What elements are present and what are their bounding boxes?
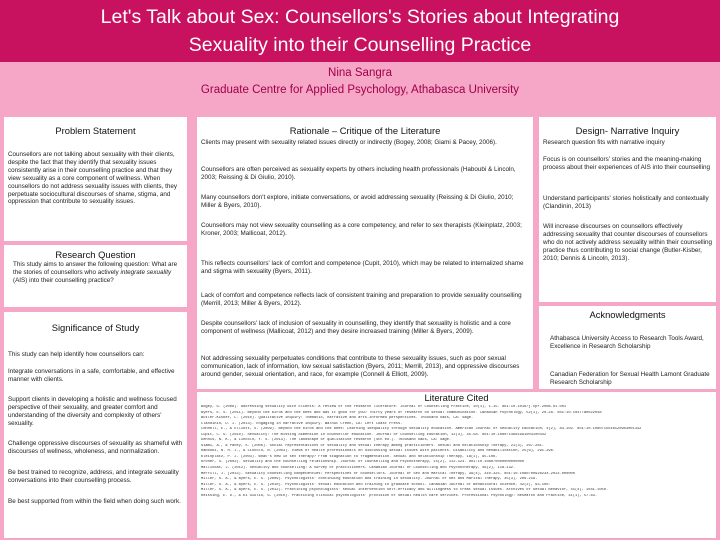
rationale-point-4: Counsellors may not view sexuality counselling as a core competency, and refer to sex therapists (Kleinplatz, 2003; Kroner, 2003; Mallicoat, 2012). bbox=[201, 222, 522, 237]
reference-item: Cupit, C. G. (2010). Sexuality: The missing dimension in counsellor education. Journal of Counselling Education, 12(3), 45-58. doi:10.1080/14681991003100342 bbox=[201, 432, 547, 437]
problem-statement-text: Counsellors are not talking about sexuality with their clients, despite the fact that they identify that sexuality issues consistently arise in their counselling practice and that they view sexuality as a core component of wellness. When counsellors do not address sexuality issues with clients, they perpetuate sociocultural discourses of shame, stigma, and oppression that contribute to sexuality issues. bbox=[8, 151, 178, 206]
reference-item: Merrill, J. (2013). Sexuality counselling competencies: Perspectives of counsellors. Journal of Sex and Marital Therapy, 39(4), 310-325. doi:10.1080/0092623X.2013.000000 bbox=[201, 471, 575, 476]
rationale-panel bbox=[197, 117, 533, 389]
acknowledgments-heading: Acknowledgments bbox=[589, 309, 666, 320]
reference-list bbox=[201, 405, 712, 535]
acknowledgments-point-1: Athabasca University Access to Research Tools Award, Excellence in Research Scholarship bbox=[550, 335, 704, 350]
poster-title-line-1: Let's Talk about Sex: Counsellors's Stories about Integrating bbox=[100, 6, 620, 28]
problem-statement-panel bbox=[4, 117, 187, 241]
rationale-point-2: Counsellors are often perceived as sexuality experts by others including health professionals (Haboubi & Lincoln, 2003; Reissing & Di Giulio, 2010). bbox=[201, 166, 516, 181]
significance-point-2: Support clients in developing a holistic and wellness focused perspective of their sexuality, and greater comfort and understanding of the diversity and complexity of others' sexuality. bbox=[8, 396, 177, 427]
significance-point-4: Be best trained to recognize, address, and integrate sexuality conversations into their counselling process. bbox=[8, 469, 179, 484]
research-question-intro: This study aims to answer the following question: What are the stories of counsellors who actively bbox=[13, 261, 178, 276]
rationale-point-1: Clients may present with sexuality related issues directly or indirectly (Bogey, 2008; Giami & Pacey, 2006). bbox=[201, 139, 497, 146]
reference-item: Dennis, N. K., & Lincoln, Y. S. (2013). The landscape of qualitative research (4th ed.). Thousand Oaks, CA: Sage. bbox=[201, 438, 452, 443]
significance-point-5: Be best supported from within the field when doing such work. bbox=[8, 498, 181, 505]
research-question-italic: integrate sexuality bbox=[120, 268, 172, 276]
reference-item: Kroner, S. (2003). Sexuality and the counselling relationship. Journal of Counselling and Psychotherapy, 15(2), 112-124. doi:10.1080/0000000000000 bbox=[201, 460, 525, 465]
reference-item: Reissing, E. D., & Di Giulio, G. (2010). Practicing clinical psychologists' provision of sexual health care services. Professional Psychology: Research and Practice, 41(1), 57-63. bbox=[201, 493, 598, 498]
significance-heading: Significance of Study bbox=[51, 322, 140, 333]
reference-item: Miller, S. A., & Byers, E. S. (2010). Psychologists' sexual education and training in graduate school. Canadian Journal of Behavioural Science, 42(2), 93-100. bbox=[201, 482, 551, 487]
reference-item: Miller, S. A., & Byers, E. S. (2012). Practicing psychologists' sexual intervention self-efficacy and willingness to treat sexual issues. Archives of Sexual Behavior, 41(4), 1041-1050. bbox=[201, 488, 609, 493]
institution-name: Graduate Centre for Applied Psychology, Athabasca University bbox=[200, 84, 520, 96]
acknowledgments-panel bbox=[539, 306, 716, 389]
poster-title-line-2: Sexuality into their Counselling Practice bbox=[188, 34, 532, 56]
rationale-point-8: Not addressing sexuality perpetuates conditions that contribute to these sexuality issues, such as poor sexual communication, lack of information, low sexual satisfaction (Byers, 2011; Merrill, 2013), and oppressive discourses around gender, sexual orientation, and race, for example (Connell & Elliott, 2009). bbox=[201, 355, 520, 378]
literature-cited-panel bbox=[197, 392, 716, 538]
significance-point-1: Integrate conversations in a safe, comfortable, and effective manner with clients. bbox=[8, 368, 175, 383]
design-panel bbox=[539, 117, 716, 302]
reference-item: Miller, S. A., & Byers, E. S. (2009). Psychologists' continuing education and training in sexuality. Journal of Sex and Marital Therapy, 35(3), 206-219. bbox=[201, 477, 538, 482]
design-point-4: Will increase discourses on counsellors effectively addressing sexuality that counter discourses of counsellors who do not actively address sexuality within their counselling practice thus contributing to social change (Butler-Kisber, 2010; Dennis & Lincoln, 2013). bbox=[543, 223, 713, 262]
literature-cited-heading: Literature Cited bbox=[424, 392, 489, 403]
title-banner bbox=[0, 0, 720, 62]
reference-item: Kleinplatz, P. J. (2003). What's new in sex therapy? From stagnation to fragmentation. Sexual and Relationship Therapy, 18(1), 95-106. bbox=[201, 454, 498, 459]
reference-item: Clandinin, D. J. (2013). Engaging in narrative inquiry. Walnut Creek, CA: Left Coast Press. bbox=[201, 421, 403, 426]
acknowledgments-point-2: Canadian Federation for Sexual Health Lamont Graduate Research Scholarship bbox=[550, 371, 710, 386]
design-point-3: Understand participants' stories holistically and contextually (Clandinin, 2013) bbox=[543, 195, 709, 210]
rationale-point-3: Many counsellors don't explore, initiate conversations, or avoid addressing sexuality (Reissing & Di Giulio, 2010; Miller & Byers, 2010). bbox=[201, 194, 514, 209]
reference-item: Bogey, G. (2008). Addressing sexuality with clients: A review of the research literature. Journal of Counselling Practice, 10(1), 1-15. doi:10.1016/j.cpr.2008.01.001 bbox=[201, 405, 567, 409]
rationale-point-6: Lack of comfort and competence reflects lack of consistent training and preparation to provide sexuality counselling (Merrill, 2013; Miller & Byers, 2012). bbox=[201, 292, 522, 307]
reference-item: Connell, E., & Elliott, S. (2009). Beyond the birds and the bees: Learning inequality through sexuality education. American Journal of Sexuality Education, 4(2), 83-102. doi:10.1080/15546120903001332 bbox=[201, 427, 642, 432]
research-question-panel bbox=[4, 245, 187, 307]
reference-item: Haboubi, N. H. J., & Lincoln, N. (2003). Views of health professionals on discussing sexual issues with patients. Disability and Rehabilitation, 25(6), 291-296. bbox=[201, 449, 556, 454]
research-question-heading-text: Research Question bbox=[55, 249, 136, 260]
significance-point-3: Challenge oppressive discourses of sexuality as shameful with discourses of wellness, wholeness, and normalization. bbox=[8, 440, 183, 455]
research-question-text bbox=[13, 261, 179, 285]
reference-item: Giami, A., & Pacey, S. (2006). Social representations of sexuality and sexual therapy among practitioners. Sexual and Relationship Therapy, 21(3), 267-281. bbox=[201, 443, 544, 448]
rationale-point-5: This reflects counsellors' lack of comfort and competence (Cupit, 2010), which may be related to internalized shame and stigma with sexuality (Byers, 2011). bbox=[201, 260, 524, 275]
reference-item: Byers, E. S. (2011). Beyond the birds and the bees and was it good for you? Thirty years of research on sexual communication. Canadian Psychology, 52(1), 20-28. doi:10.1037/a0022048 bbox=[201, 410, 602, 415]
problem-statement-heading: Problem Statement bbox=[55, 125, 136, 136]
reference-item: Butler-Kisber, L. (2010). Qualitative inquiry: Thematic, narrative and arts-informed perspectives. Thousand Oaks, CA: Sage. bbox=[201, 416, 474, 421]
design-point-2: Focus is on counsellors' stories and the meaning-making process about their experiences of AIS into their counselling bbox=[543, 156, 710, 171]
rationale-point-7: Despite counsellors' lack of inclusion of sexuality in counselling, they identify that sexuality is holistic and a core component of wellness (Mallicoat, 2012) and they desire increased training (Miller & Byers, 2009). bbox=[201, 320, 511, 335]
design-heading: Design- Narrative Inquiry bbox=[575, 125, 680, 136]
reference-item: Mallicoat, J. (2012). Sexuality and counselling: A survey of practitioners. Canadian Journal of Counselling and Psychotherapy, 46(2), 118-132. bbox=[201, 466, 516, 471]
significance-intro: This study can help identify how counsellors can: bbox=[8, 351, 145, 358]
author-name: Nina Sangra bbox=[328, 67, 392, 79]
significance-panel bbox=[4, 312, 187, 538]
research-question-outro: (AIS) into their counselling practice? bbox=[13, 276, 114, 284]
rationale-heading: Rationale – Critique of the Literature bbox=[289, 125, 441, 136]
design-point-1: Research question fits with narrative inquiry bbox=[543, 139, 665, 146]
research-question-heading bbox=[4, 249, 187, 260]
